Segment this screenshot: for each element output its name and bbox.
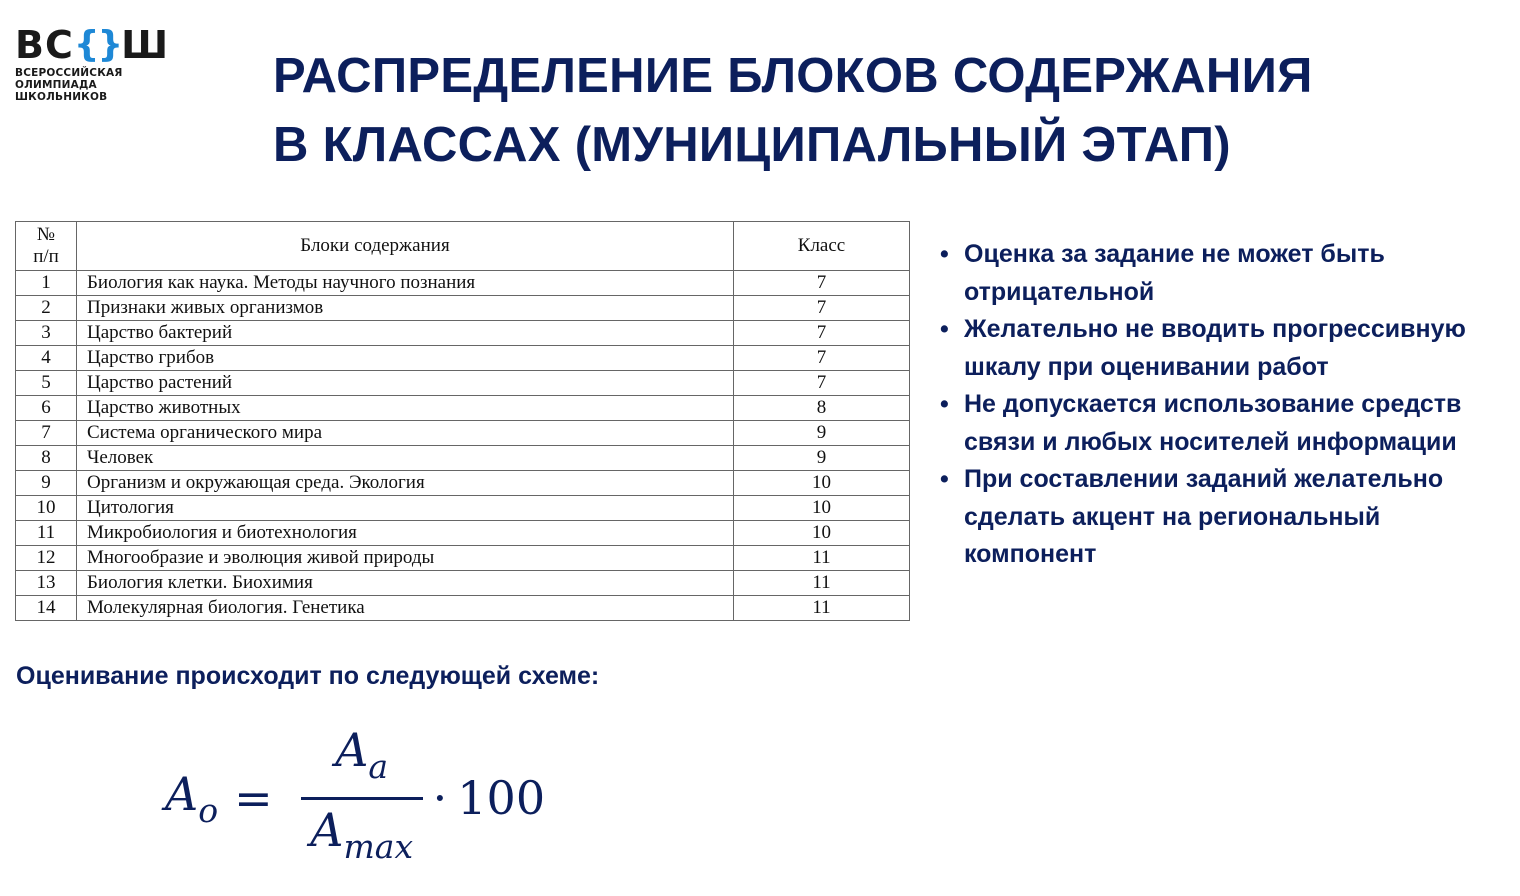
header-num-symbol: № [36, 224, 56, 245]
row-class: 11 [734, 546, 910, 571]
row-block: Организм и окружающая среда. Экология [77, 471, 734, 496]
row-block: Многообразие и эволюция живой природы [77, 546, 734, 571]
table-row [16, 296, 910, 321]
row-class: 7 [734, 296, 910, 321]
header-class: Класс [734, 222, 910, 271]
list-item [938, 386, 1518, 461]
formula-fraction [301, 720, 423, 877]
list-item-text: шкалу при оценивании работ [964, 352, 1329, 381]
row-num: 6 [16, 396, 77, 421]
content-blocks-table [15, 221, 910, 621]
row-block: Молекулярная биология. Генетика [77, 596, 734, 621]
page-title-line: В КЛАССАХ (МУНИЦИПАЛЬНЫЙ ЭТАП) [273, 118, 1231, 172]
table-row [16, 396, 910, 421]
row-class: 8 [734, 396, 910, 421]
row-num: 14 [16, 596, 77, 621]
table-row [16, 321, 910, 346]
row-class: 9 [734, 446, 910, 471]
logo-mark-left: ВС [15, 23, 74, 67]
page-title [273, 42, 1473, 180]
row-class: 10 [734, 521, 910, 546]
page-title-line: РАСПРЕДЕЛЕНИЕ БЛОКОВ СОДЕРЖАНИЯ [273, 49, 1313, 103]
row-block: Микробиология и биотехнология [77, 521, 734, 546]
list-item-text: сделать акцент на региональный [964, 502, 1381, 531]
table-row [16, 346, 910, 371]
row-block: Царство животных [77, 396, 734, 421]
row-num: 9 [16, 471, 77, 496]
table-row [16, 596, 910, 621]
row-num: 13 [16, 571, 77, 596]
list-item [938, 311, 1518, 386]
table-header-row [16, 222, 910, 271]
vsosh-logo [15, 23, 225, 108]
row-num: 2 [16, 296, 77, 321]
logo-subtitle-line: ШКОЛЬНИКОВ [15, 91, 108, 103]
row-num: 8 [16, 446, 77, 471]
header-block: Блоки содержания [77, 222, 734, 271]
formula-denominator: $A_{max}$ [310, 802, 414, 866]
table-row [16, 571, 910, 596]
row-class: 10 [734, 471, 910, 496]
logo-brace-icon: {} [73, 24, 122, 65]
list-item-text: компонент [964, 540, 1097, 568]
formula-lhs: $A_o$ [165, 766, 219, 830]
row-block: Царство растений [77, 371, 734, 396]
list-item-text: Не допускается использование средств [964, 390, 1462, 418]
row-block: Царство грибов [77, 346, 734, 371]
row-block: Признаки живых организмов [77, 296, 734, 321]
row-num: 12 [16, 546, 77, 571]
table-row [16, 521, 910, 546]
row-num: 3 [16, 321, 77, 346]
row-block: Царство бактерий [77, 321, 734, 346]
list-item-text: Желательно не вводить прогрессивную [964, 315, 1466, 343]
logo-mark-right: Ш [121, 23, 170, 67]
row-class: 11 [734, 571, 910, 596]
row-num: 5 [16, 371, 77, 396]
table-row [16, 371, 910, 396]
list-item [938, 461, 1518, 574]
bullet-icon: • [940, 465, 949, 493]
formula-numerator: $A_a$ [335, 722, 389, 786]
row-num: 10 [16, 496, 77, 521]
table-row [16, 471, 910, 496]
table-row [16, 446, 910, 471]
formula-times: · [432, 771, 448, 825]
row-class: 7 [734, 346, 910, 371]
row-block: Человек [77, 446, 734, 471]
bullet-icon: • [940, 390, 949, 418]
header-num-label: п/п [33, 246, 59, 267]
row-class: 10 [734, 496, 910, 521]
list-item [938, 236, 1518, 311]
row-class: 11 [734, 596, 910, 621]
row-block: Биология как наука. Методы научного познания [77, 271, 734, 296]
row-num: 7 [16, 421, 77, 446]
list-item-text: связи и любых носителей информации [964, 427, 1457, 456]
grading-formula [165, 722, 546, 868]
logo-subtitle-line: ВСЕРОССИЙСКАЯ [15, 67, 123, 79]
row-class: 9 [734, 421, 910, 446]
row-num: 4 [16, 346, 77, 371]
row-block: Биология клетки. Биохимия [77, 571, 734, 596]
row-class: 7 [734, 371, 910, 396]
list-item-text: При составлении заданий желательно [964, 465, 1444, 493]
row-block: Система органического мира [77, 421, 734, 446]
list-item-text: отрицательной [964, 277, 1155, 306]
table-row [16, 496, 910, 521]
bullet-icon: • [940, 240, 949, 268]
table-row [16, 421, 910, 446]
table-row [16, 546, 910, 571]
formula-factor: 100 [457, 771, 546, 825]
row-class: 7 [734, 321, 910, 346]
header-num [16, 222, 77, 271]
rules-list [938, 236, 1518, 574]
logo-mark [15, 23, 225, 67]
row-class: 7 [734, 271, 910, 296]
formula-equals: = [234, 771, 273, 825]
logo-subtitle [15, 67, 225, 103]
list-item-text: Оценка за задание не может быть [964, 240, 1385, 268]
row-block: Цитология [77, 496, 734, 521]
row-num: 1 [16, 271, 77, 296]
table-row [16, 271, 910, 296]
bullet-icon: • [940, 315, 949, 343]
logo-subtitle-line: ОЛИМПИАДА [15, 79, 97, 91]
row-num: 11 [16, 521, 77, 546]
scheme-label: Оценивание происходит по следующей схеме: [16, 662, 600, 690]
